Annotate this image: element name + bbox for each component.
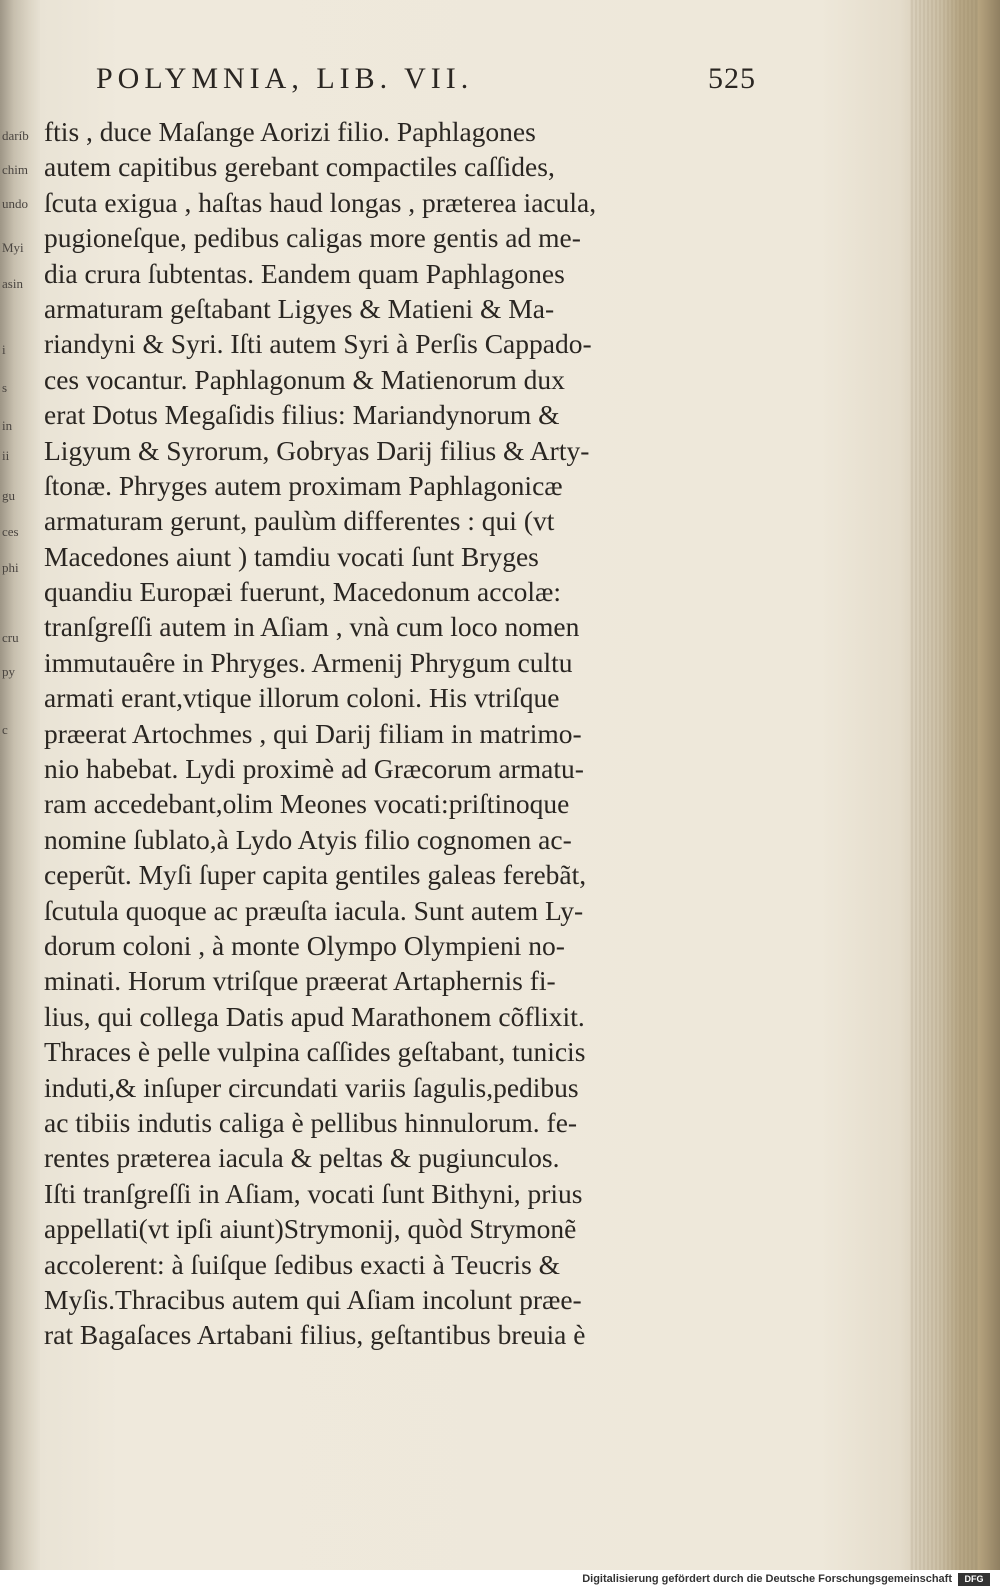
text-line: nomine ſublato,à Lydo Atyis filio cognomen ac- [44, 823, 572, 855]
text-line: accolerent: à ſuiſque ſedibus exacti à Teucris & [44, 1248, 561, 1280]
text-line: rat Bagaſaces Artabani filius, geſtantibus breuia è [44, 1319, 586, 1351]
text-line: pugioneſque, pedibus caligas more gentis ad me- [44, 222, 581, 254]
text-line: nio habebat. Lydi proximè ad Græcorum armatu- [44, 753, 584, 785]
text-line: Myſis.Thracibus autem qui Aſiam incolunt præe- [44, 1283, 582, 1315]
margin-fragment: in [2, 418, 13, 433]
margin-fragment: cru [2, 630, 19, 645]
text-line: ram accedebant,olim Meones vocati:priſtinoque [44, 788, 570, 820]
text-line: armaturam geſtabant Ligyes & Matieni & Ma- [44, 292, 555, 324]
body-text [44, 114, 744, 1353]
dfg-logo: DFG [958, 1573, 990, 1586]
text-line: erat Dotus Megaſidis filius: Mariandynorum & [44, 399, 560, 431]
text-line: Macedones aiunt ) tamdiu vocati ſunt Bryges [44, 540, 539, 572]
text-line: dia crura ſubtentas. Eandem quam Paphlagones [44, 257, 565, 289]
text-line: lius, qui collega Datis apud Marathonem cõflixit. [44, 1000, 585, 1032]
text-line: tranſgreſſi autem in Aſiam , vnà cum loco nomen [44, 611, 580, 643]
text-line: immutauêre in Phryges. Armenij Phrygum cultu [44, 646, 573, 678]
text-line: armati erant,vtique illorum coloni. His vtriſque [44, 682, 560, 714]
margin-fragment: phi [2, 560, 19, 575]
margin-fragment: chim [2, 162, 28, 177]
margin-fragment: daríb [2, 128, 29, 143]
text-line: ac tibiis indutis caliga è pellibus hinnulorum. fe- [44, 1106, 578, 1138]
margin-fragment: undo [2, 196, 28, 211]
text-line: quandiu Europæi fuerunt, Macedonum accolæ: [44, 576, 562, 608]
margin-fragment: gu [2, 488, 15, 503]
text-line: induti,& inſuper circundati variis ſagulis,pedibus [44, 1071, 579, 1103]
text-line: dorum coloni , à monte Olympo Olympieni no- [44, 929, 565, 961]
margin-fragment: py [2, 664, 15, 679]
text-line: minati. Horum vtriſque præerat Artaphernis fi- [44, 965, 556, 997]
text-line: ces vocantur. Paphlagonum & Matienorum dux [44, 363, 565, 395]
text-line: rentes præterea iacula & peltas & pugiunculos. [44, 1142, 560, 1174]
text-line: ſtonæ. Phryges autem proximam Paphlagonicæ [44, 469, 563, 501]
text-line: riandyni & Syri. Iſti autem Syri à Perſis Cappado- [44, 328, 592, 360]
text-line: ſcuta exigua , haſtas haud longas , præterea iacula, [44, 186, 597, 218]
margin-fragment: asin [2, 276, 23, 291]
text-line: præerat Artochmes , qui Darij filiam in matrimo- [44, 717, 582, 749]
margin-fragment: c [2, 722, 8, 737]
page-edge-shadow [978, 0, 1000, 1570]
text-line: Thraces è pelle vulpina caſſides geſtabant, tunicis [44, 1036, 586, 1068]
text-line: ſcutula quoque ac præuſta iacula. Sunt autem Ly- [44, 894, 584, 926]
text-line: armaturam gerunt, paulùm differentes : qui (vt [44, 505, 555, 537]
binding-gutter [0, 0, 40, 1570]
text-line: autem capitibus gerebant compactiles caſſides, [44, 151, 555, 183]
text-line: ftis , duce Maſange Aorizi filio. Paphlagones [44, 116, 536, 147]
funding-credit: Digitalisierung gefördert durch die Deutsche Forschungsgemeinschaft [582, 1573, 952, 1585]
text-line: Iſti tranſgreſſi in Aſiam, vocati ſunt Bithyni, prius [44, 1177, 583, 1209]
text-line: Ligyum & Syrorum, Gobryas Darij filius & Arty- [44, 434, 590, 466]
margin-fragment: s [2, 380, 8, 395]
margin-fragment: i [2, 342, 6, 357]
running-header [96, 62, 756, 104]
margin-fragment: Myi [2, 240, 24, 255]
running-title: POLYMNIA, LIB. VII. [96, 62, 474, 95]
text-line: appellati(vt ipſi aiunt)Strymonij, quòd Strymonẽ [44, 1213, 577, 1245]
digitization-footer [0, 1570, 1000, 1590]
page-number: 525 [708, 62, 756, 95]
text-line: ceperũt. Myſi ſuper capita gentiles galeas ferebãt, [44, 859, 587, 891]
margin-fragment: ces [2, 524, 19, 539]
margin-fragment: ii [2, 448, 10, 463]
